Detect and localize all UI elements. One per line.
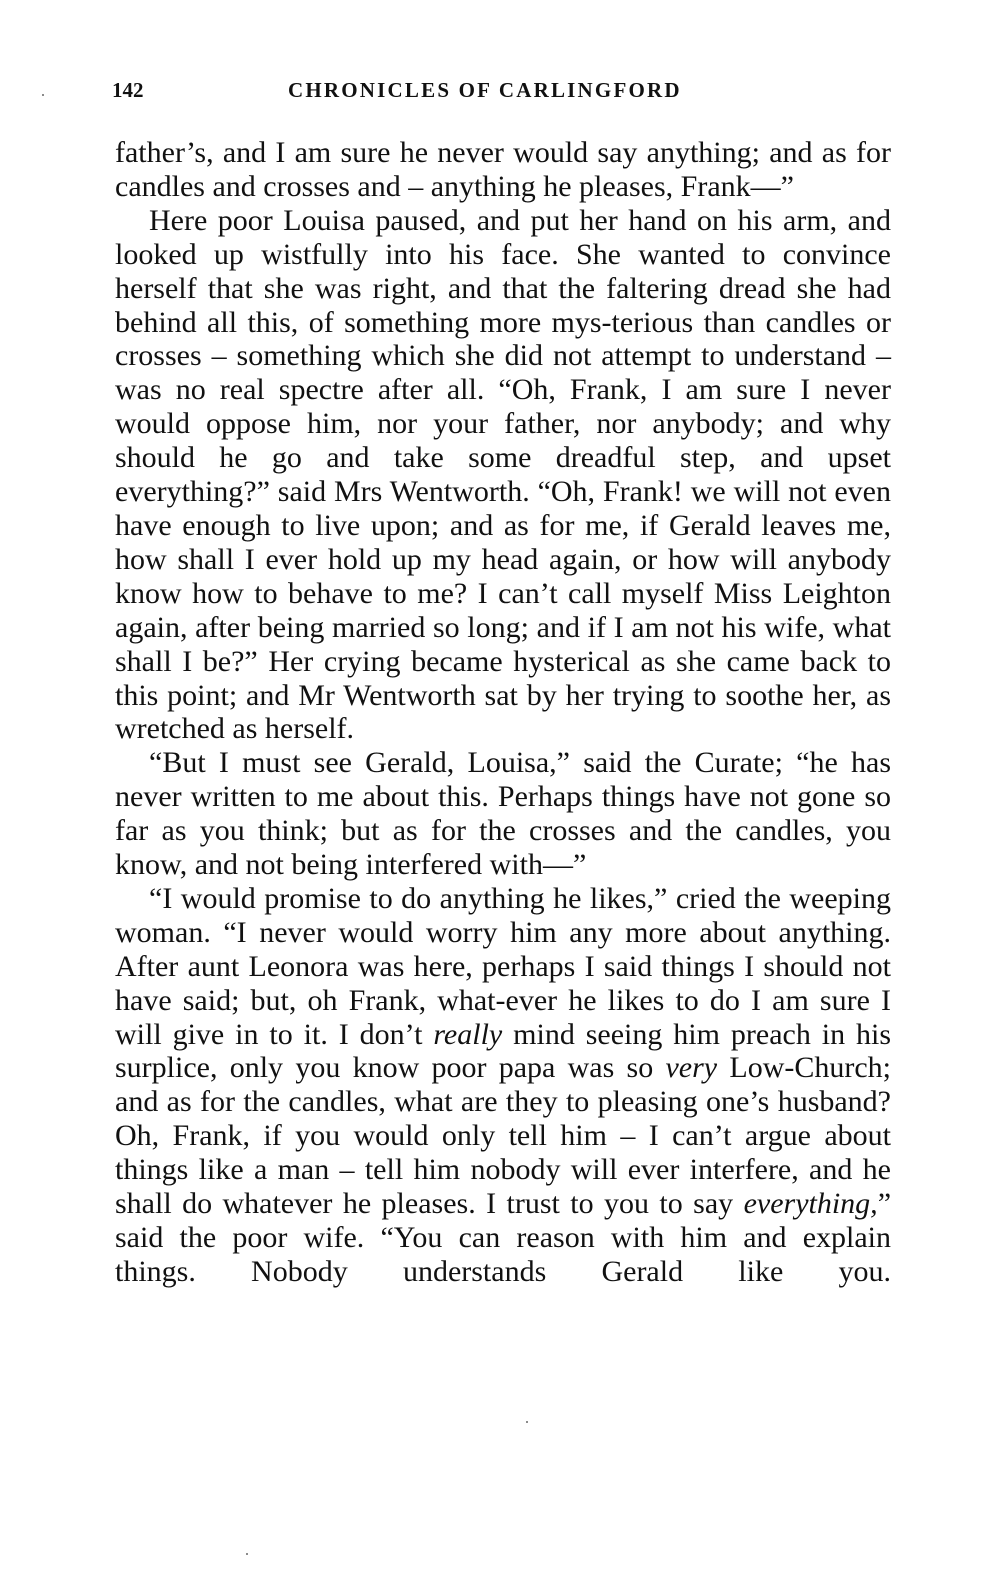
running-head — [112, 78, 892, 108]
paragraph-4-text-c: Low-Church; and as for the candles, what are they to pleasing one’s husband? Oh, Frank, if you would only tell him – I can’t argue about things like a man – tell him nobody will ever interfere, and he shall do whatever he pleases. I trust to you to say — [115, 1051, 892, 1221]
body-text — [115, 136, 891, 1289]
paragraph-2: Here poor Louisa paused, and put her hand on his arm, and looked up wistfully into his face. She wanted to convince herself that she was right, and that the faltering dread she had behind all this, of something more mys-terious than candles or crosses – something which she did not attempt to understand – was no real spectre after all. “Oh, Frank, I am sure I never would oppose him, nor your father, nor anybody; and why should he go and take some dreadful step, and upset everything?” said Mrs Wentworth. “Oh, Frank! we will not even have enough to live upon; and as for me, if Gerald leaves me, how shall I ever hold up my head again, or how will anybody know how to behave to me? I can’t call myself Miss Leighton again, after being married so long; and if I am not his wife, what shall I be?” Her crying became hysterical as she came back to this point; and Mr Wentworth sat by her trying to soothe her, as wretched as herself. — [115, 203, 891, 746]
paragraph-3: “But I must see Gerald, Louisa,” said the Curate; “he has never written to me about this. Perhaps things have not gone so far as you think; but as for the crosses and the candles, you know, and not being interfered with—” — [115, 746, 891, 882]
paragraph-4-text-a: “I would promise to do anything he likes,” cried the weeping woman. “I never would worry him any more about anything. After aunt Leonora was here, perhaps I said things I should not have said; but, oh Frank, what-ever he likes to do I am sure I will give in to it. I don’t — [115, 881, 891, 1051]
paragraph-1: father’s, and I am sure he never would say anything; and as for candles and crosses and – anything he pleases, Frank—” — [115, 136, 891, 203]
book-title: CHRONICLES OF CARLINGFORD — [288, 78, 682, 102]
scan-speck — [42, 94, 44, 96]
emphasis-very: very — [665, 1051, 718, 1085]
emphasis-everything: everything, — [743, 1187, 878, 1221]
page-number: 142 — [112, 78, 144, 102]
emphasis-really: really — [433, 1017, 503, 1051]
scan-speck — [526, 1421, 528, 1423]
scan-speck — [246, 1553, 248, 1555]
paragraph-4 — [115, 882, 891, 1289]
paragraph-4-text-b: mind seeing him preach in his surplice, only you know poor papa was so — [115, 1017, 892, 1085]
paragraph-4-text-d: ” said the poor wife. “You can reason with him and explain things. Nobody understands Gerald like you. — [115, 1187, 892, 1288]
